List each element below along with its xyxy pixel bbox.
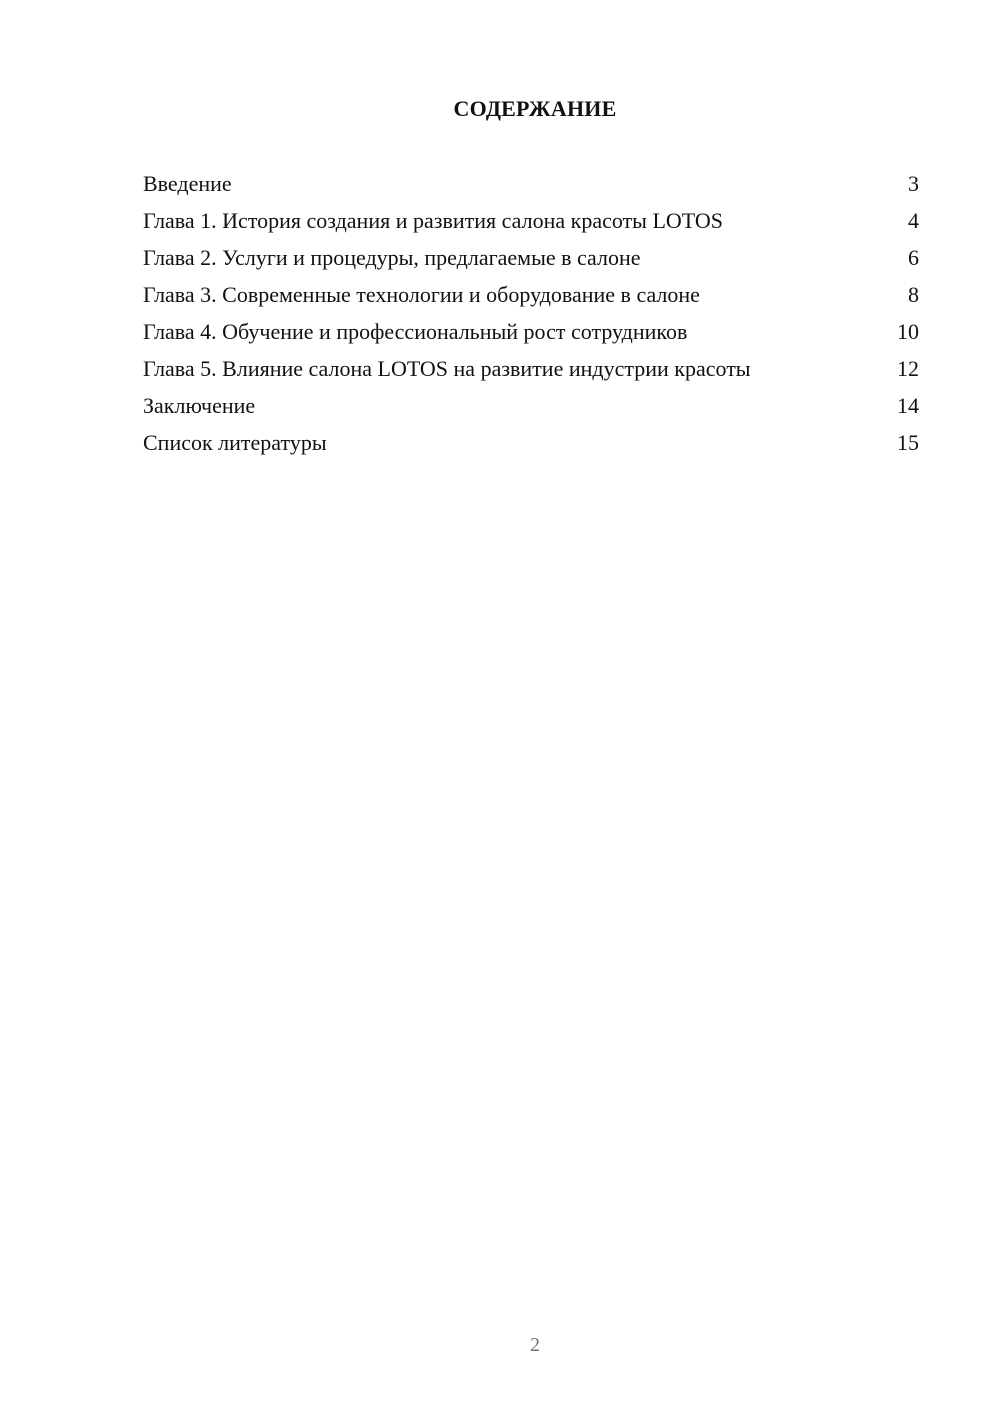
toc-entry-page: 15 — [897, 430, 919, 455]
toc-entry-chapter-1[interactable] — [143, 207, 919, 244]
toc-entry-text: Глава 2. Услуги и процедуры, предлагаемые в салоне — [143, 245, 641, 270]
toc-entry-chapter-2[interactable] — [143, 244, 919, 281]
toc-entry-page: 10 — [897, 319, 919, 344]
table-of-contents — [143, 170, 919, 466]
toc-entry-chapter-5[interactable] — [143, 355, 919, 392]
toc-title: СОДЕРЖАНИЕ — [453, 96, 617, 121]
toc-entry-text: Список литературы — [143, 430, 327, 455]
toc-entry-page: 14 — [897, 393, 919, 418]
toc-entry-text: Глава 1. История создания и развития салона красоты LOTOS — [143, 208, 723, 233]
toc-entry-page: 12 — [897, 356, 919, 381]
toc-entry-text: Глава 3. Современные технологии и оборудование в салоне — [143, 282, 700, 307]
toc-entry-text: Заключение — [143, 393, 256, 418]
toc-entry-page: 8 — [908, 282, 919, 307]
toc-entry-references[interactable] — [143, 429, 919, 466]
toc-entry-introduction[interactable] — [143, 170, 919, 207]
toc-entry-text: Глава 5. Влияние салона LOTOS на развитие индустрии красоты — [143, 356, 751, 381]
toc-entry-chapter-3[interactable] — [143, 281, 919, 318]
toc-entry-page: 4 — [908, 208, 919, 233]
toc-entry-page: 3 — [908, 171, 919, 196]
toc-entry-text: Введение — [143, 171, 232, 196]
toc-entry-text: Глава 4. Обучение и профессиональный рост сотрудников — [143, 319, 688, 344]
page-number: 2 — [530, 1334, 540, 1356]
toc-entry-page: 6 — [908, 245, 919, 270]
toc-entry-chapter-4[interactable] — [143, 318, 919, 355]
toc-entry-conclusion[interactable] — [143, 392, 919, 429]
